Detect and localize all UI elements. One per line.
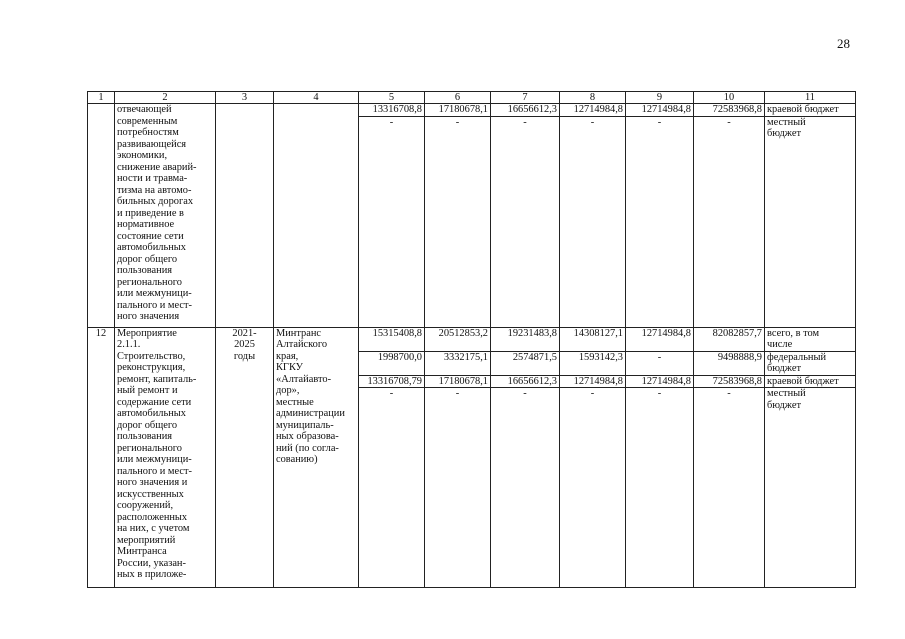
amount-cell: 16656612,3 [491, 375, 560, 388]
amount-cell: - [425, 116, 491, 327]
period-cell: 2021- 2025 годы [216, 327, 274, 588]
column-number: 7 [491, 92, 560, 104]
column-number: 10 [694, 92, 765, 104]
total-amount-cell: - [694, 116, 765, 327]
column-number: 5 [359, 92, 425, 104]
amount-cell: 3332175,1 [425, 351, 491, 375]
amount-cell: 19231483,8 [491, 327, 560, 351]
executor-cell [274, 104, 359, 328]
row-number-cell: 12 [88, 327, 115, 588]
total-amount-cell: 72583968,8 [694, 375, 765, 388]
total-amount-cell: 9498888,9 [694, 351, 765, 375]
amount-cell: - [626, 116, 694, 327]
column-number: 9 [626, 92, 694, 104]
amount-cell: 2574871,5 [491, 351, 560, 375]
amount-cell: - [359, 116, 425, 327]
amount-cell: 12714984,8 [626, 104, 694, 117]
measure-description-cell: отвечающей современным потребностям развивающейся экономики, снижение аварий- ности и травма- тизма на автомо- бильных дорогах и приведение в нормативное состояние сети автомобильных дорог общего пользования регионального или межмуници- пального и мест- ного значения [115, 104, 216, 328]
column-number: 11 [765, 92, 856, 104]
period-cell [216, 104, 274, 328]
page-number: 28 [837, 36, 850, 51]
amount-cell: 20512853,2 [425, 327, 491, 351]
amount-cell: 16656612,3 [491, 104, 560, 117]
table-row [88, 104, 856, 117]
column-number-row [88, 92, 856, 104]
amount-cell: - [626, 351, 694, 375]
amount-cell: 17180678,1 [425, 375, 491, 388]
column-number: 8 [560, 92, 626, 104]
amount-cell: - [425, 388, 491, 588]
executor-cell: Минтранс Алтайского края, КГКУ «Алтайавто- дор», местные администрации муниципаль- ных образова- ний (по согла- сованию) [274, 327, 359, 588]
amount-cell: - [491, 116, 560, 327]
total-amount-cell: 72583968,8 [694, 104, 765, 117]
amount-cell: - [560, 116, 626, 327]
amount-cell: 17180678,1 [425, 104, 491, 117]
amount-cell: 12714984,8 [626, 327, 694, 351]
amount-cell: 1998700,0 [359, 351, 425, 375]
budget-table [87, 91, 856, 588]
amount-cell: 13316708,79 [359, 375, 425, 388]
column-number: 1 [88, 92, 115, 104]
funding-source-cell: краевой бюджет [765, 375, 856, 388]
row-number-cell [88, 104, 115, 328]
funding-source-cell: краевой бюджет [765, 104, 856, 117]
total-amount-cell: 82082857,7 [694, 327, 765, 351]
table-row [88, 327, 856, 351]
amount-cell: 12714984,8 [626, 375, 694, 388]
amount-cell: 1593142,3 [560, 351, 626, 375]
amount-cell: - [359, 388, 425, 588]
column-number: 4 [274, 92, 359, 104]
amount-cell: 12714984,8 [560, 375, 626, 388]
funding-source-cell: федеральный бюджет [765, 351, 856, 375]
measure-description-cell: Мероприятие 2.1.1. Строительство, реконструкция, ремонт, капиталь- ный ремонт и содержание сети автомобильных дорог общего пользования регионального или межмуници- пального и мест- ного значения и искусственных сооружений, расположенных на них, с учетом мероприятий Минтранса России, указан- ных в приложе- [115, 327, 216, 588]
amount-cell: 14308127,1 [560, 327, 626, 351]
amount-cell: 13316708,8 [359, 104, 425, 117]
funding-source-cell: всего, в том числе [765, 327, 856, 351]
total-amount-cell: - [694, 388, 765, 588]
amount-cell: - [491, 388, 560, 588]
column-number: 6 [425, 92, 491, 104]
amount-cell: 15315408,8 [359, 327, 425, 351]
column-number: 2 [115, 92, 216, 104]
amount-cell: 12714984,8 [560, 104, 626, 117]
column-number: 3 [216, 92, 274, 104]
funding-source-cell: местный бюджет [765, 388, 856, 588]
amount-cell: - [626, 388, 694, 588]
funding-source-cell: местный бюджет [765, 116, 856, 327]
amount-cell: - [560, 388, 626, 588]
